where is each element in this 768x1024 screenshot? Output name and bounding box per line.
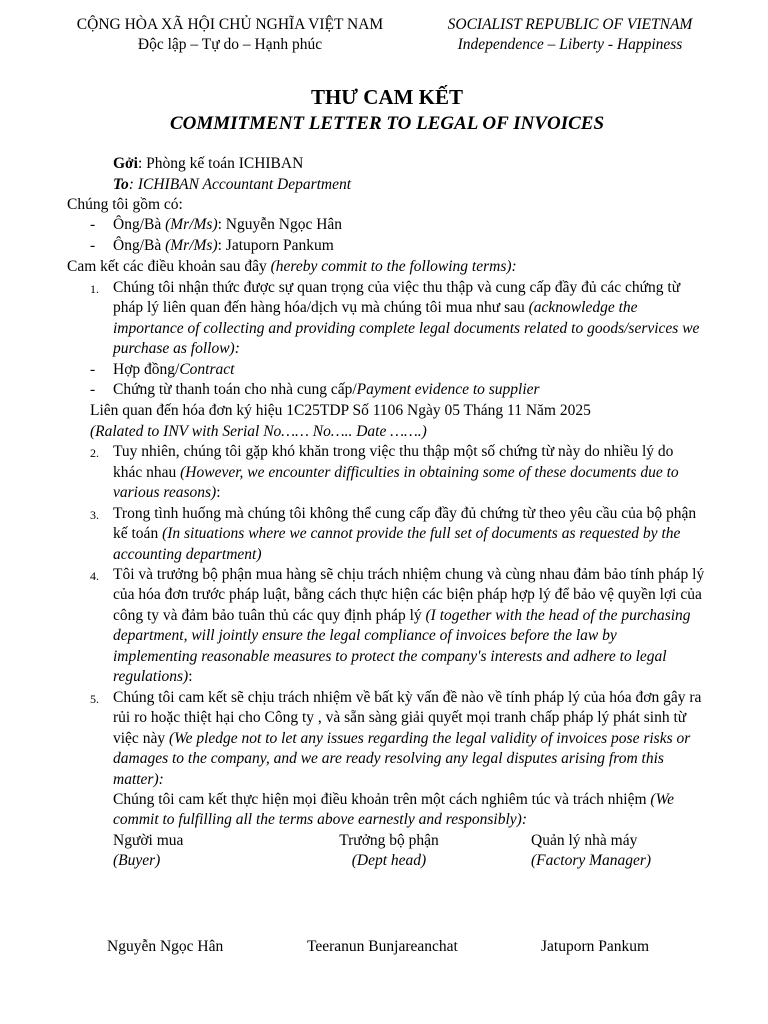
signature-role-en: (Dept head) <box>351 852 427 869</box>
title-vn: THƯ CAM KẾT <box>310 85 464 109</box>
header-en <box>420 16 720 54</box>
recipient-vn <box>113 155 303 173</box>
term-1-line-4: purchase as follow): <box>113 340 240 357</box>
header-vn <box>60 16 400 54</box>
members-intro: Chúng tôi gồm có: <box>67 196 183 213</box>
doc-vn: Hợp đồng/ <box>113 361 180 378</box>
term-1-line-2 <box>113 299 638 317</box>
member-name: : Nguyễn Ngọc Hân <box>217 216 343 233</box>
en-motto: Independence – Liberty - Happiness <box>457 36 683 53</box>
signature-role-buyer <box>113 832 183 870</box>
member-prefix: Ông/Bà <box>113 216 166 233</box>
term-2-line-2 <box>113 464 679 482</box>
member-prefix: Ông/Bà <box>113 237 166 254</box>
recipient-en-label: To <box>113 176 129 193</box>
signature-role-en: (Factory Manager) <box>531 852 652 869</box>
recipient-en <box>113 176 351 194</box>
term-3-line-2 <box>113 525 680 543</box>
term-text-vn: kế toán <box>113 525 163 542</box>
signature-name-factory-manager: Jatuporn Pankum <box>541 938 650 955</box>
term-text-en: (acknowledge the <box>528 299 638 316</box>
term-4-line-6 <box>113 668 193 686</box>
bullet-dash: - <box>90 216 96 233</box>
term-text-tail: : <box>188 668 193 685</box>
term-text-tail: : <box>216 484 221 501</box>
member-name: : Jatuporn Pankum <box>217 237 334 254</box>
term-2-line-1: Tuy nhiên, chúng tôi gặp khó khăn trong việc thu thập một số chứng từ này do nhiều lý do <box>113 443 674 460</box>
vn-motto: Độc lập – Tự do – Hạnh phúc <box>137 36 323 53</box>
term-text-en: (I together with the head of the purchasing <box>425 607 691 624</box>
term-1-line-1: Chúng tôi nhận thức được sự quan trọng của việc thu thập và cung cấp đầy đủ các chứng từ <box>113 279 681 296</box>
commit-intro <box>67 258 517 276</box>
en-country-name: SOCIALIST REPUBLIC OF VIETNAM <box>447 16 693 33</box>
commit-intro-vn: Cam kết các điều khoản sau đây <box>67 258 271 275</box>
bullet-dash: - <box>90 237 96 254</box>
doc-en: Contract <box>179 361 235 378</box>
term-text-vn: công ty và đảm bảo tuân thủ các quy định pháp lý <box>113 607 426 624</box>
recipient-vn-label: Gởi <box>113 155 138 172</box>
doc-line <box>113 361 234 379</box>
signature-role-en: (Buyer) <box>113 852 161 869</box>
term-number: 1. <box>90 282 99 296</box>
doc-line <box>113 381 540 399</box>
term-2-line-3 <box>113 484 221 502</box>
term-text-en: (In situations where we cannot provide the full set of documents as requested by the <box>162 525 681 542</box>
term-number: 3. <box>90 508 99 522</box>
signature-name-dept-head: Teeranun Bunjareanchat <box>307 938 458 955</box>
term-text-vn: khác nhau <box>113 464 181 481</box>
doc-vn: Chứng từ thanh toán cho nhà cung cấp/ <box>113 381 357 398</box>
term-number: 5. <box>90 692 99 706</box>
member-line <box>113 237 334 255</box>
term-5-line-2: rủi ro hoặc thiệt hại cho Công ty , và sẵn sàng giải quyết mọi tranh chấp pháp lý phát sinh từ <box>113 709 687 726</box>
closing-text-vn: Chúng tôi cam kết thực hiện mọi điều khoản trên một cách nghiêm túc và trách nhiệm <box>113 791 651 808</box>
closing-line-1 <box>113 791 674 809</box>
vn-country-name: CỘNG HÒA XÃ HỘI CHỦ NGHĨA VIỆT NAM <box>76 16 384 33</box>
commit-intro-en: (hereby commit to the following terms): <box>270 258 517 275</box>
term-text-en: regulations) <box>113 668 189 685</box>
title-en: COMMITMENT LETTER TO LEGAL OF INVOICES <box>169 113 605 134</box>
signature-role-vn: Quản lý nhà máy <box>531 832 638 849</box>
member-role: (Mr/Ms) <box>165 237 218 254</box>
invoice-reference-vn: Liên quan đến hóa đơn ký hiệu 1C25TDP Số 1106 Ngày 05 Tháng 11 Năm 2025 <box>90 402 591 419</box>
term-4-line-5: implementing reasonable measures to protect the company's interests and adhere to legal <box>113 648 667 665</box>
invoice-reference-en: (Ralated to INV with Serial No…… No….. Date …….) <box>90 423 427 440</box>
closing-line-2: commit to fulfilling all the terms above earnestly and responsibly): <box>113 811 527 828</box>
signature-name-buyer: Nguyễn Ngọc Hân <box>107 938 224 955</box>
term-5-line-5: matter): <box>113 771 164 788</box>
term-text-en: (We pledge not to let any issues regarding the legal validity of invoices pose risks or <box>168 730 691 747</box>
signature-role-vn: Người mua <box>113 832 184 849</box>
term-text-en: (However, we encounter difficulties in obtaining some of these documents due to <box>180 464 679 481</box>
member-role: (Mr/Ms) <box>165 216 218 233</box>
term-5-line-1: Chúng tôi cam kết sẽ chịu trách nhiệm về bất kỳ vấn đề nào về tính pháp lý của hóa đơn gây ra <box>113 689 702 706</box>
recipient-en-value: : ICHIBAN Accountant Department <box>128 176 352 193</box>
term-number: 2. <box>90 446 99 460</box>
doc-en: Payment evidence to supplier <box>356 381 540 398</box>
term-4-line-1: Tôi và trưởng bộ phận mua hàng sẽ chịu trách nhiệm chung và cùng nhau đảm bảo tính pháp lý <box>113 566 705 583</box>
term-3-line-3: accounting department) <box>113 546 262 563</box>
term-text-vn: pháp lý liên quan đến hàng hóa/dịch vụ mà chúng tôi mua như sau <box>113 299 529 316</box>
term-4-line-2: của hóa đơn trước pháp luật, bằng cách thực hiện các biện pháp hợp lý để bảo vệ quyền lợi của <box>113 586 702 603</box>
term-text-en: various reasons) <box>113 484 217 501</box>
bullet-dash: - <box>90 381 96 398</box>
term-5-line-4: damages to the company, and we are ready resolving any legal disputes arising from this <box>113 750 664 767</box>
signature-role-vn: Trưởng bộ phận <box>339 832 439 849</box>
member-line <box>113 216 342 234</box>
bullet-dash: - <box>90 361 96 378</box>
recipient-vn-value: : Phòng kế toán ICHIBAN <box>137 155 304 172</box>
term-4-line-3 <box>113 607 691 625</box>
term-1-line-3: importance of collecting and providing complete legal documents related to goods/services we <box>113 320 700 337</box>
closing-text-en: (We <box>650 791 674 808</box>
term-text-vn: việc này <box>113 730 169 747</box>
term-3-line-1: Trong tình huống mà chúng tôi không thể cung cấp đầy đủ chứng từ theo yêu cầu của bộ phận <box>113 505 697 522</box>
term-number: 4. <box>90 569 99 583</box>
signature-role-factory-manager <box>531 832 651 870</box>
term-4-line-4: department, will jointly ensure the legal compliance of invoices before the law by <box>113 627 617 644</box>
signature-role-dept-head <box>319 832 459 870</box>
term-5-line-3 <box>113 730 690 748</box>
